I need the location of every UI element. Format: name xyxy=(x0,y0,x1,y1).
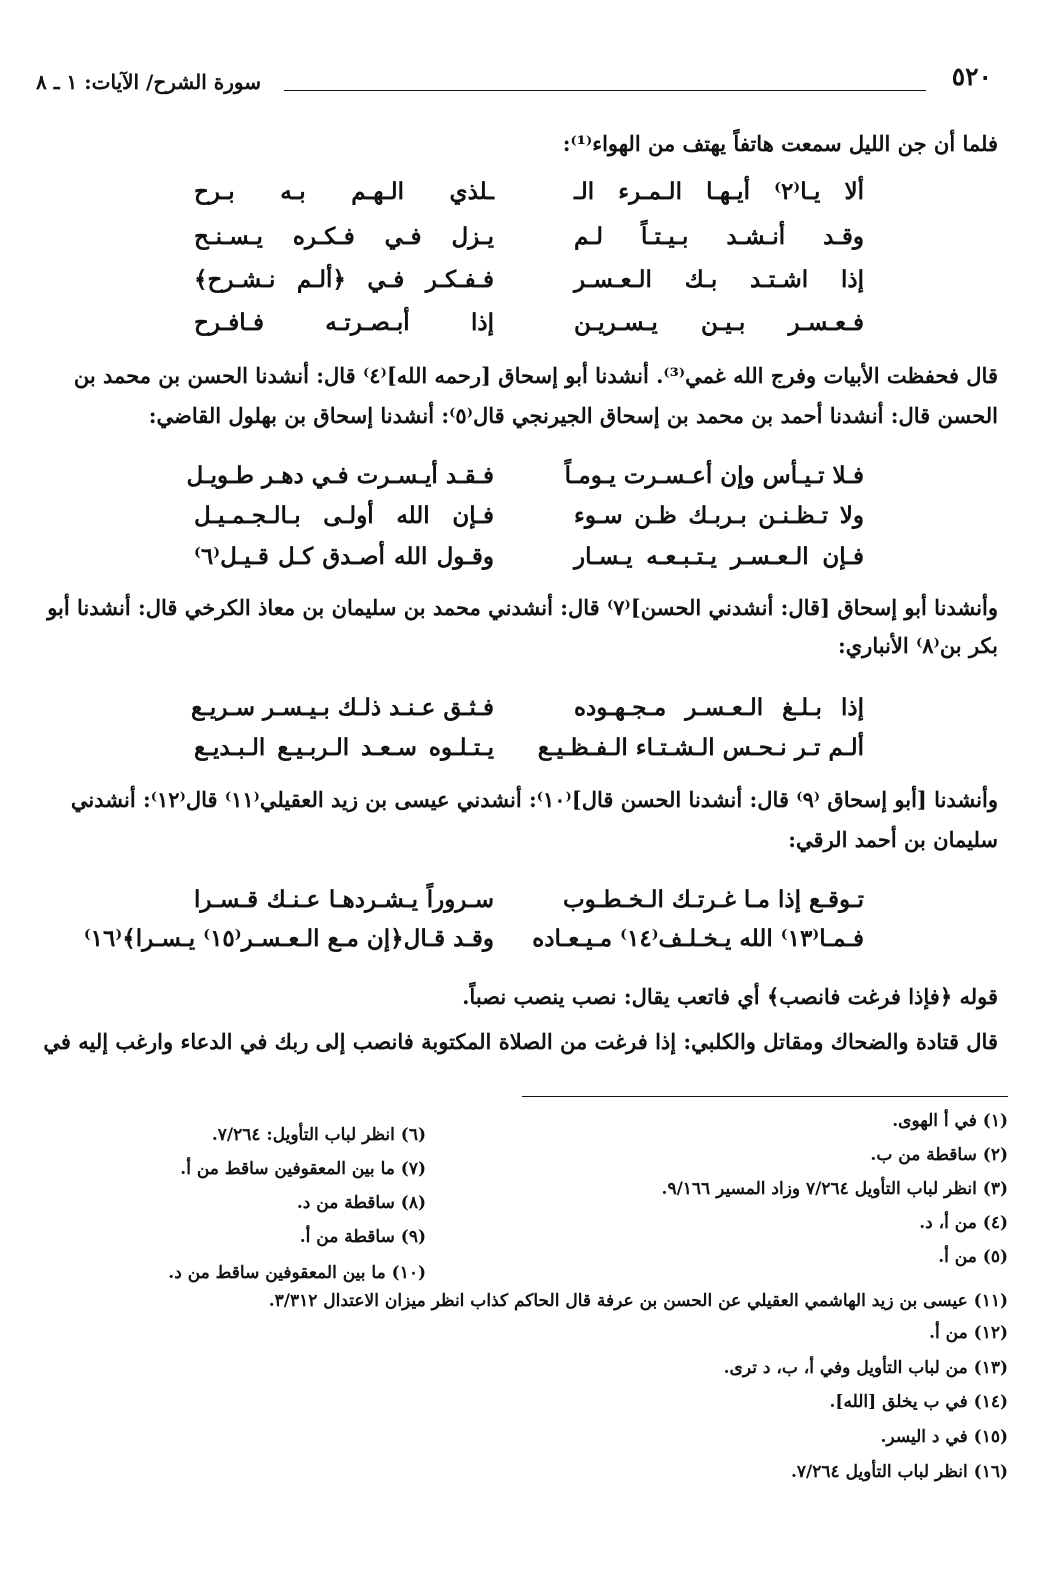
paragraph: قال قتادة والضحاك ومقاتل والكلبي: إذا فرغت من الصلاة المكتوبة فانصب إلى ربك في الدعاء وارغب إليه في xyxy=(43,1029,998,1054)
verse-hemistich: تـوقـع إذا مـا غـرتـك الـخـطـوب xyxy=(563,886,864,913)
header-rule xyxy=(284,90,926,91)
footnote: (١١) عيسى بن زيد الهاشمي العقيلي عن الحسن بن عرفة قال الحاكم كذاب انظر ميزان الاعتدال ٣/٣١٢. xyxy=(268,1291,1008,1311)
footnote: (١٦) انظر لباب التأويل ٧/٢٦٤. xyxy=(791,1462,1008,1482)
verse-hemistich: وقـول الله أصـدق كـل قـيـل⁽٦⁾ xyxy=(194,543,494,570)
verse-hemistich: يـتـلـوه سـعـد الـربـيـع الـبـديـع xyxy=(194,734,494,761)
running-title: سورة الشرح/ الآيات: ١ ـ ٨ xyxy=(36,70,261,94)
paragraph: قوله ﴿فإذا فرغت فانصب﴾ أي فاتعب يقال: نصب ينصب نصباً. xyxy=(462,984,998,1009)
footnote: (١٣) من لباب التأويل وفي أ، ب، د ترى. xyxy=(723,1358,1008,1378)
paragraph: وأنشدنا [أبو إسحاق ⁽٩⁾ قال: أنشدنا الحسن قال]⁽١٠⁾: أنشدني عيسى بن زيد العقيلي⁽١١⁾ قال⁽١٢⁾: أنشدني xyxy=(70,787,998,812)
footnote: (٩) ساقطة من أ. xyxy=(299,1227,426,1247)
verse-hemistich: فـفـكـر فـي ﴿ألـم نـشـرح﴾ xyxy=(194,266,494,293)
verse-hemistich: فـإن الله أولـى بـالـجـمـيـل xyxy=(194,502,494,529)
paragraph: الحسن قال: أنشدنا أحمد بن محمد بن إسحاق الجيرنجي قال⁽٥⁾: أنشدنا إسحاق بن بهلول القاضي: xyxy=(148,403,998,428)
verse-hemistich: سـروراً يـشـردهـا عـنـك قـسـرا xyxy=(194,886,494,913)
page-number: ٥٢٠ xyxy=(951,62,992,91)
footnote: (٤) من أ، د. xyxy=(919,1213,1008,1233)
verse-hemistich: وقـد قـال﴿إن مـع الـعـسـر⁽١٥⁾ يـسـرا﴾⁽١٦⁾ xyxy=(83,925,494,952)
verse-hemistich: فـلا تـيـأس وإن أعـسـرت يـومـاً xyxy=(564,462,864,489)
verse-hemistich: فـقـد أيـسـرت فـي دهـر طـويـل xyxy=(186,462,494,489)
verse-hemistich: إذا اشـتـد بـك الـعـسـر xyxy=(574,266,864,293)
verse-hemistich: ولا تـظـنـن بـربـك ظـن سـوء xyxy=(574,502,864,529)
verse-hemistich: فـمـا⁽١٣⁾ الله يـخـلـف⁽١٤⁾ مـيـعـاده xyxy=(532,925,864,952)
verse-hemistich: فـعـسـر بـيـن يـسـريـن xyxy=(574,309,864,336)
verse-hemistich: فـإن الـعـسـر يـتـبـعـه يـسـار xyxy=(574,543,864,570)
footnote-rule xyxy=(522,1096,1008,1097)
footnote: (١٢) من أ. xyxy=(929,1323,1008,1343)
paragraph: قال فحفظت الأبيات وفرج الله غمي⁽³⁾. أنشدنا أبو إسحاق [رحمه الله]⁽٤⁾ قال: أنشدنا الحسن بن محمد بن xyxy=(73,363,998,388)
footnote: (٢) ساقطة من ب. xyxy=(870,1145,1008,1165)
footnote: (٨) ساقطة من د. xyxy=(296,1193,426,1213)
page-header xyxy=(36,62,996,102)
paragraph: وأنشدنا أبو إسحاق [قال: أنشدني الحسن]⁽٧⁾ قال: أنشدني محمد بن سليمان بن معاذ الكرخي قال: أنشدنا أبو xyxy=(47,595,998,620)
footnote: (١٠) ما بين المعقوفين ساقط من د. xyxy=(168,1263,426,1283)
paragraph: بكر بن⁽٨⁾ الأنباري: xyxy=(837,633,998,658)
verse-hemistich: إذا بـلـغ الـعـسـر مـجـهـوده xyxy=(574,694,864,721)
verse-hemistich: إذا أبـصـرتـه فـافـرح xyxy=(194,309,494,336)
footnote: (٥) من أ. xyxy=(938,1247,1008,1267)
footnote: (١٤) في ب يخلق [الله]. xyxy=(829,1392,1008,1412)
verse-hemistich: يـزل فـي فـكـره يـسـنـح xyxy=(194,223,494,250)
verse-hemistich: فـثـق عـنـد ذلـك بـيـسـر سـريـع xyxy=(190,694,494,721)
paragraph: سليمان بن أحمد الرقي: xyxy=(788,827,998,852)
footnote: (٣) انظر لباب التأويل ٧/٢٦٤ وزاد المسير ٩/١٦٦. xyxy=(661,1179,1008,1199)
verse-hemistich: وقـد أنـشـد بـيـتـاً لـم xyxy=(574,223,864,250)
footnote: (١٥) في د اليسر. xyxy=(880,1427,1008,1447)
verse-hemistich: ألا يـا⁽٢⁾ أيـهـا الـمـرء الـ xyxy=(574,178,864,205)
verse-hemistich: ـلذي الـهـم بـه بـرح xyxy=(194,178,494,205)
footnote: (٦) انظر لباب التأويل: ٧/٢٦٤. xyxy=(211,1125,426,1145)
paragraph: فلما أن جن الليل سمعت هاتفاً يهتف من الهواء⁽¹⁾: xyxy=(562,131,998,156)
footnote: (٧) ما بين المعقوفين ساقط من أ. xyxy=(180,1159,426,1179)
verse-hemistich: ألـم تـر نـحـس الـشـتـاء الـفـظـيـع xyxy=(537,734,864,761)
footnote: (١) في أ الهوى. xyxy=(892,1111,1008,1131)
